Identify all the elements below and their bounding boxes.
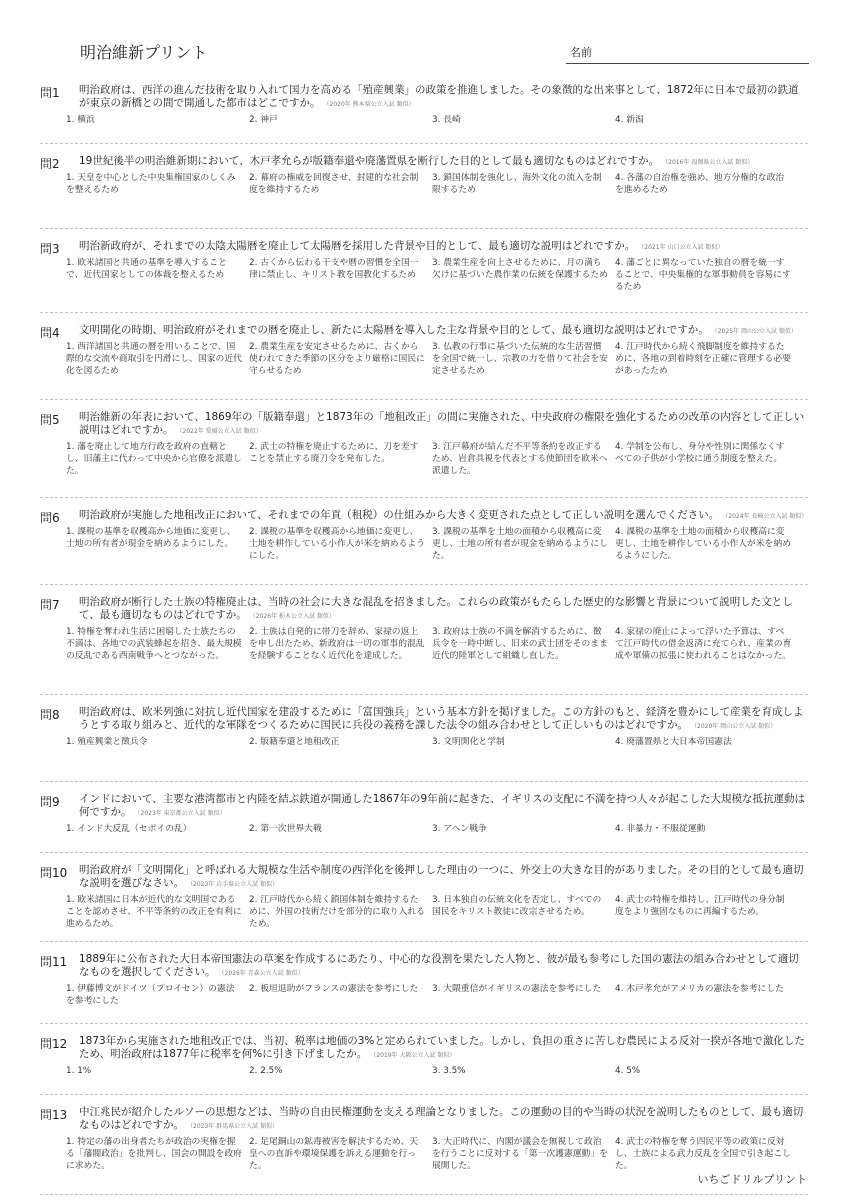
choice-option: 1. 藩を廃止して地方行政を政府の直轄とし、旧藩主に代わって中央から官僚を派遣した。: [66, 442, 242, 476]
question-body: 明治政府が実施した地租改正において、それまでの年貢（租税）の仕組みから大きく変更された点として正しい説明を選んでください。: [79, 509, 720, 521]
question-number: 問4: [40, 326, 60, 340]
question-number: 問6: [40, 511, 60, 525]
choice-option: 3. 政府は士族の不満を解消するために、徴兵令を一時中断し、旧来の武士団をそのまま近代的陸軍として組織し直した。: [432, 627, 608, 661]
question-list: [40, 81, 808, 1203]
choice-option: 3. 日本独自の伝統文化を否定し、すべての国民をキリスト教徒に改宗させるため。: [432, 895, 602, 917]
choice-option: 4. 家禄の廃止によって浮いた予算は、すべて江戸時代の借金返済に充てられ、産業の育成や軍備の拡張に使われることはなかった。: [615, 627, 792, 661]
choice-row: [66, 983, 808, 1007]
question-body: 19世紀後半の明治維新期において、木戸孝允らが版籍奉還や廃藩置県を断行した目的として最も適切なものはどれですか。: [79, 155, 660, 167]
question-block: [40, 506, 808, 585]
choice-row: [66, 894, 808, 930]
choice-option: 1. 特権を奪われ生活に困窮した士族たちの不満は、各地での武装蜂起を招き、最大規模の反乱である西南戦争へとつながった。: [66, 627, 242, 661]
question-text: [79, 790, 808, 820]
choice-option: 3. 大正時代に、内閣が議会を無視して政治を行うことに反対する「第一次護憲運動」を展開した。: [432, 1137, 608, 1171]
question-block: [40, 593, 808, 695]
choice-option: 2. 江戸時代から続く鎖国体制を維持するために、外国の技術だけを部分的に取り入れるため。: [249, 895, 425, 929]
question-block: [40, 703, 808, 782]
question-text: [79, 861, 808, 891]
choice-row: [66, 823, 808, 835]
question-block: [40, 861, 808, 942]
question-source: （2025年 岡山公立入試 類似）: [714, 328, 797, 335]
choice-row: [66, 736, 808, 748]
question-body: 1889年に公布された大日本帝国憲法の草案を作成するにあたり、中心的な役割を果たした人物と、彼が最も参考にした国の憲法の組み合わせとして適切なものを選択してください。: [79, 953, 799, 978]
question-body: インドにおいて、主要な港湾都市と内陸を結ぶ鉄道が開通した1867年の9年前に起きた、イギリスの支配に不満を持つ人々が起こした大規模な抵抗運動は何ですか。: [79, 793, 805, 818]
choice-option: 3. 農業生産を向上させるために、月の満ち欠けに基づいた農作業の伝統を保護するため: [432, 258, 608, 280]
choice-option: 3. 長崎: [432, 115, 461, 125]
page-title: 明治維新プリント: [80, 43, 208, 62]
choice-option: 2. 神戸: [249, 115, 278, 125]
question-body: 中江兆民が紹介したルソーの思想などは、当時の自由民権運動を支える理論となりました。この運動の目的や当時の状況を説明したものとして、最も適切なものはどれですか。: [79, 1106, 804, 1131]
question-source: （2022年 愛媛公立入試 類似）: [179, 428, 262, 435]
question-source: （2016年 福岡県公立入試 類似）: [665, 159, 754, 166]
choice-option: 4. 課税の基準を土地の面積から収穫高に変更し、土地を耕作している小作人が米を納めるようにした。: [615, 527, 791, 561]
choice-row: [66, 1065, 808, 1077]
choice-option: 4. 各藩の自治権を強め、地方分権的な政治を進めるため: [615, 173, 785, 195]
choice-option: 1. 西洋諸国と共通の暦を用いることで、国際的な交流や商取引を円滑にし、国家の近代化を図るため: [66, 342, 242, 376]
question-source: （2020年 岡山公立入試 類似）: [694, 723, 777, 730]
question-source: （2019年 大阪公立入試 類似）: [373, 1052, 456, 1059]
question-text: [79, 81, 808, 111]
question-source: （2023年 岩手県公立入試 類似）: [190, 881, 279, 888]
question-body: 明治新政府が、それまでの太陰太陽暦を廃止して太陽暦を採用した背景や目的として、最も適切な説明はどれですか。: [79, 240, 636, 252]
question-number: 問13: [40, 1108, 68, 1122]
question-text: [79, 506, 808, 523]
choice-option: 1. 殖産興業と徴兵令: [66, 737, 148, 747]
question-body: 明治政府が「文明開化」と呼ばれる大規模な生活や制度の西洋化を後押しした理由の一つに、外交上の大きな目的がありました。その目的として最も適切な説明を選びなさい。: [79, 864, 804, 889]
question-source: （2023年 群馬県公立入試 類似）: [190, 1123, 279, 1130]
choice-option: 1. 欧米諸国と共通の基準を導入することで、近代国家としての体裁を整えるため: [66, 258, 227, 280]
footer-brand: いちごドリルプリント: [697, 1173, 807, 1186]
question-body: 明治政府は、西洋の進んだ技術を取り入れて国力を高める「殖産興業」の政策を推進しました。その象徴的な出来事として、1872年に日本で最初の鉄道が東京の新橋との間で開通した都市はどこですか。: [79, 84, 799, 109]
name-label: 名前: [570, 46, 592, 59]
choice-option: 4. 非暴力・不服従運動: [615, 824, 706, 834]
question-source: （2026年 栃木公立入試 類似）: [252, 613, 335, 620]
choice-option: 3. 鎖国体制を強化し、海外文化の流入を制限するため: [432, 173, 602, 195]
choice-option: 4. 武士の特権を奪う四民平等の政策に反対し、士族による武力反乱を全国で引き起こした。: [615, 1137, 791, 1171]
question-text: [79, 237, 808, 254]
choice-option: 2. 士族は自発的に帯刀を辞め、家禄の返上を申し出たため、新政府は一切の軍事的混乱を経験することなく近代化を達成した。: [249, 627, 425, 661]
question-source: （2023年 東京都公立入試 類似）: [137, 810, 226, 817]
question-block: [40, 408, 808, 498]
choice-option: 1. 1%: [66, 1066, 92, 1076]
question-block: [40, 321, 808, 400]
choice-option: 4. 武士の特権を維持し、江戸時代の身分制度をより強固なものに再編するため。: [615, 895, 785, 917]
question-number: 問8: [40, 708, 60, 722]
question-text: [79, 703, 808, 733]
question-text: [79, 321, 808, 338]
choice-option: 4. 廃藩置県と大日本帝国憲法: [615, 737, 732, 747]
choice-option: 4. 藩ごとに異なっていた独自の暦を統一することで、中央集権的な軍事動員を容易にするため: [615, 258, 791, 292]
choice-option: 4. 江戸時代から続く飛脚制度を維持するために、各地の到着時刻を正確に管理する必要があったため: [615, 342, 791, 376]
question-block: [40, 790, 808, 853]
choice-row: [66, 341, 808, 377]
choice-option: 3. アヘン戦争: [432, 824, 487, 834]
question-number: 問1: [40, 86, 60, 100]
choice-option: 4. 5%: [615, 1066, 641, 1076]
choice-option: 3. 大隈重信がイギリスの憲法を参考にした: [432, 984, 602, 994]
question-block: [40, 1103, 808, 1195]
choice-option: 3. 課税の基準を土地の面積から収穫高に変更し、土地の所有者が現金を納めるようにした。: [432, 527, 608, 561]
question-body: 明治維新の年表において、1869年の「版籍奉還」と1873年の「地租改正」の間に実施された、中央政府の権限を強化するための改革の内容として正しい説明はどれですか。: [79, 411, 805, 436]
question-body: 明治政府は、欧米列強に対抗し近代国家を建設するために「富国強兵」という基本方針を掲げました。この方針のもと、経済を豊かにして産業を育成しようとする取り組みと、近代的な軍隊をつくるために国民に兵役の義務を課した法令の組み合わせとして正しいものはどれですか。: [79, 706, 804, 731]
question-body: 1873年から実施された地租改正では、当初、税率は地価の3%と定められていました。しかし、負担の重さに苦しむ農民による反対一揆が各地で激化したため、明治政府は1877年に税率を何%に引き下げましたか。: [79, 1035, 805, 1060]
question-number: 問11: [40, 955, 68, 969]
question-text: [79, 408, 808, 438]
choice-option: 3. 文明開化と学制: [432, 737, 505, 747]
choice-option: 1. 天皇を中心とした中央集権国家のしくみを整えるため: [66, 173, 236, 195]
choice-row: [66, 114, 808, 126]
question-text: [79, 152, 808, 169]
question-block: [40, 152, 808, 229]
question-source: （2024年 長崎公立入試 類似）: [725, 513, 808, 520]
question-number: 問9: [40, 795, 60, 809]
choice-option: 3. 仏教の行事に基づいた伝統的な生活習慣を全国で統一し、宗教の力を借りて社会を安定させるため: [432, 342, 608, 376]
question-source: （2020年 熊本県公立入試 類似）: [326, 101, 415, 108]
choice-option: 2. 板垣退助がフランスの憲法を参考にした: [249, 984, 419, 994]
choice-option: 2. 幕府の権威を回復させ、封建的な社会制度を維持するため: [249, 173, 419, 195]
choice-row: [66, 626, 808, 662]
question-number: 問10: [40, 866, 68, 880]
question-block: [40, 1032, 808, 1095]
choice-option: 2. 武士の特権を廃止するために、刀を差すことを禁止する廃刀令を発布した。: [249, 442, 419, 464]
question-body: 文明開化の時期、明治政府がそれまでの暦を廃止し、新たに太陽暦を導入した主な背景や目的として、最も適切な説明はどれですか。: [79, 324, 709, 336]
choice-option: 1. 課税の基準を収穫高から地価に変更し、土地の所有者が現金を納めるようにした。: [66, 527, 236, 549]
choice-option: 3. 江戸幕府が結んだ不平等条約を改正するため、岩倉具視を代表とする使節団を欧米へ派遣した。: [432, 442, 608, 476]
question-number: 問5: [40, 413, 60, 427]
question-source: （2021年 山口公立入試 類似）: [641, 244, 724, 251]
name-field-line: [566, 63, 809, 64]
choice-option: 2. 2.5%: [249, 1066, 283, 1076]
choice-option: 2. 第一次世界大戦: [249, 824, 322, 834]
choice-option: 1. 欧米諸国に日本が近代的な文明国であることを認めさせ、不平等条約の改正を有利に進めるため。: [66, 895, 242, 929]
question-number: 問2: [40, 157, 60, 171]
choice-option: 4. 学制を公布し、身分や性別に関係なくすべての子供が小学校に通う制度を整えた。: [615, 442, 785, 464]
question-block: [40, 237, 808, 313]
choice-option: 1. 特定の藩の出身者たちが政治の実権を握る「藩閥政治」を批判し、国会の開設を政府に求めた。: [66, 1137, 242, 1171]
choice-option: 2. 版籍奉還と地租改正: [249, 737, 340, 747]
choice-option: 4. 木戸孝允がアメリカの憲法を参考にした: [615, 984, 784, 994]
choice-row: [66, 526, 808, 562]
question-text: [79, 593, 808, 623]
question-source: （2026年 青森公立入試 類似）: [221, 970, 304, 977]
choice-option: 2. 農業生産を安定させるために、古くから使われてきた季節の区分をより厳格に国民に守らせるため: [249, 342, 425, 376]
question-text: [79, 950, 808, 980]
choice-option: 1. 横浜: [66, 115, 95, 125]
choice-row: [66, 1136, 808, 1172]
question-body: 明治政府が断行した士族の特権廃止は、当時の社会に大きな混乱を招きました。これらの政策がもたらした歴史的な影響と背景について説明した文として、最も適切なものはどれですか。: [79, 596, 793, 621]
choice-row: [66, 172, 808, 196]
question-block: [40, 81, 808, 144]
choice-row: [66, 441, 808, 477]
choice-option: 2. 足尾銅山の鉱毒被害を解決するため、天皇への直訴や環境保護を訴える運動を行った。: [249, 1137, 419, 1171]
question-text: [79, 1103, 808, 1133]
choice-option: 3. 3.5%: [432, 1066, 466, 1076]
choice-option: 2. 古くから伝わる干支や暦の習慣を全国一律に禁止し、キリスト教を国教化するため: [249, 258, 419, 280]
question-number: 問3: [40, 242, 60, 256]
question-number: 問7: [40, 598, 60, 612]
choice-option: 1. インド大反乱（セポイの乱）: [66, 824, 192, 834]
question-number: 問12: [40, 1037, 68, 1051]
choice-option: 4. 新潟: [615, 115, 644, 125]
question-block: [40, 950, 808, 1024]
choice-row: [66, 257, 808, 293]
choice-option: 2. 課税の基準を収穫高から地価に変更し、土地を耕作している小作人が米を納めるようにした。: [249, 527, 425, 561]
question-text: [79, 1032, 808, 1062]
choice-option: 1. 伊藤博文がドイツ（プロイセン）の憲法を参考にした: [66, 984, 235, 1006]
